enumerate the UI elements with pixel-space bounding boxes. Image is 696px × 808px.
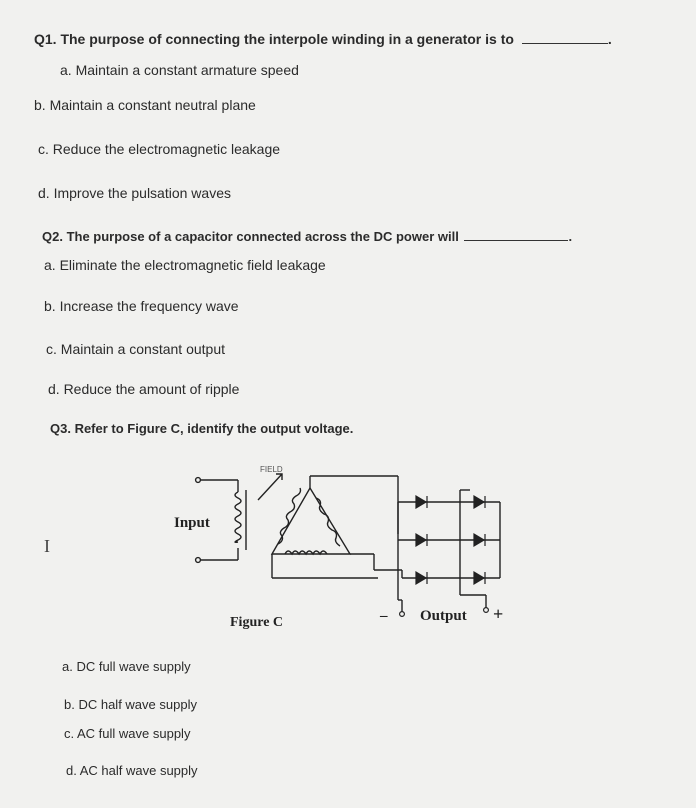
q3-question: Q3. Refer to Figure C, identify the output voltage. [50,421,354,436]
q1-answer-blank [522,33,608,44]
output-minus-sign: – [380,608,388,624]
text-cursor-icon: I [44,536,50,556]
output-plus-sign: + [493,604,504,624]
figure-output-label: Output [420,608,467,624]
q3-option-b: b. DC half wave supply [64,697,197,712]
q2-option-c: c. Maintain a constant output [46,341,225,357]
figure-field-label: FIELD [260,465,283,474]
q2-answer-blank [464,230,568,241]
figure-c-diagram [160,450,540,640]
q1-option-a: a. Maintain a constant armature speed [60,62,299,78]
figure-input-label: Input [174,515,210,531]
q1-option-b: b. Maintain a constant neutral plane [34,97,256,113]
q1-question: Q1. The purpose of connecting the interpole winding in a generator is to . [34,31,612,47]
q3-option-d: d. AC half wave supply [66,763,198,778]
q3-option-c: c. AC full wave supply [64,726,191,741]
q2-option-b: b. Increase the frequency wave [44,298,239,314]
q1-option-d: d. Improve the pulsation waves [38,185,231,201]
q2-question: Q2. The purpose of a capacitor connected across the DC power will . [42,229,573,244]
figure-caption: Figure C [230,615,284,630]
q1-option-c: c. Reduce the electromagnetic leakage [38,141,281,157]
q3-option-a: a. DC full wave supply [62,659,191,674]
q2-option-d: d. Reduce the amount of ripple [48,381,240,397]
q2-option-a: a. Eliminate the electromagnetic field leakage [44,257,326,273]
